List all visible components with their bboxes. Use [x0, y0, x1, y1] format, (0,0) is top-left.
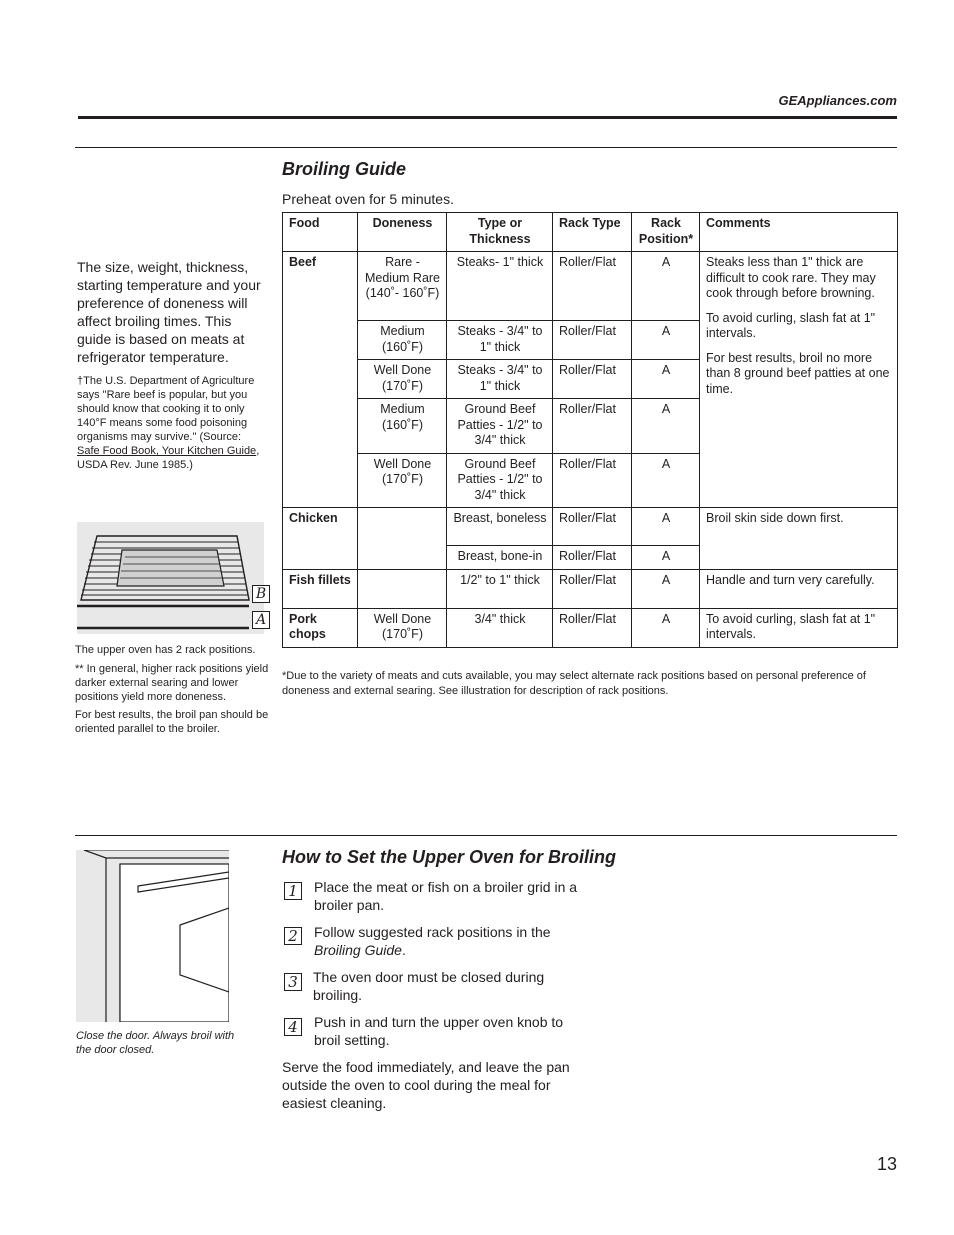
rack-position-cell: A: [632, 546, 700, 570]
table-row: [283, 608, 898, 647]
step-number: 2: [284, 927, 302, 945]
comment-cell: To avoid curling, slash fat at 1" intervals.: [700, 608, 898, 647]
page-number: 13: [876, 1154, 897, 1174]
section-rule-top: [75, 147, 897, 148]
rack-label-a: A: [252, 611, 270, 629]
comment-text: To avoid curling, slash fat at 1" intervals.: [706, 310, 876, 340]
rack-type-cell: Roller/Flat: [553, 252, 632, 321]
usda-note: [77, 374, 262, 472]
doneness-cell: Rare - Medium Rare (140˚- 160˚F): [358, 252, 447, 321]
type-cell: Steaks - 3/4" to 1" thick: [447, 360, 553, 399]
rack-position-cell: A: [632, 399, 700, 454]
usda-note-a: †The U.S. Department of Agriculture says "Rare beef is popular, but you should know that cooking it to only 140°F means some food poisoning organisms may survive." (Source:: [77, 375, 255, 443]
step-text: The oven door must be closed during broiling.: [313, 969, 545, 1003]
usda-note-b: , USDA Rev. June 1985.): [77, 445, 260, 471]
step-text: [314, 923, 584, 959]
col-food: Food: [283, 213, 358, 252]
table-header-row: [283, 213, 898, 252]
food-cell: Fish fillets: [283, 569, 358, 608]
rack-position-cell: A: [632, 569, 700, 608]
broiling-guide-title: Broiling Guide: [282, 159, 406, 179]
comment-cell: [700, 252, 898, 508]
rack-note-1: The upper oven has 2 rack positions.: [75, 644, 256, 656]
rack-position-cell: A: [632, 608, 700, 647]
doneness-cell: [358, 569, 447, 608]
doneness-cell: Medium (160˚F): [358, 321, 447, 360]
rack-type-cell: Roller/Flat: [553, 321, 632, 360]
type-cell: Ground Beef Patties - 1/2" to 3/4" thick: [447, 453, 553, 508]
col-rack-type: Rack Type: [553, 213, 632, 252]
rack-type-cell: Roller/Flat: [553, 569, 632, 608]
doneness-cell: [358, 508, 447, 570]
comment-text: Steaks less than 1" thick are difficult to cook rare. They may cook through before browning.: [706, 255, 876, 300]
doneness-cell: Medium (160˚F): [358, 399, 447, 454]
usda-link-text: Safe Food Book, Your Kitchen Guide: [77, 445, 257, 457]
rack-note-2: ** In general, higher rack positions yield darker external searing and lower positions yield more doneness.: [75, 663, 269, 703]
col-rack-position: Rack Position*: [632, 213, 700, 252]
type-cell: 3/4" thick: [447, 608, 553, 647]
type-cell: Breast, bone-in: [447, 546, 553, 570]
rack-position-cell: A: [632, 453, 700, 508]
preheat-note: Preheat oven for 5 minutes.: [282, 191, 454, 207]
rack-type-cell: Roller/Flat: [553, 360, 632, 399]
rack-drawing: [77, 522, 275, 634]
col-comments: Comments: [700, 213, 898, 252]
step-text: Push in and turn the upper oven knob to broil setting.: [314, 1014, 564, 1048]
step-text-part: Follow suggested rack positions in the: [314, 924, 551, 940]
broiling-guide-table: [282, 212, 898, 648]
section-rule-bottom: [75, 835, 897, 836]
col-type: Type or Thickness: [447, 213, 553, 252]
oven-drawing: [76, 850, 229, 1022]
doneness-cell: Well Done (170˚F): [358, 453, 447, 508]
doneness-cell: Well Done (170˚F): [358, 608, 447, 647]
step-number: 4: [284, 1018, 302, 1036]
rack-type-cell: Roller/Flat: [553, 546, 632, 570]
rack-type-cell: Roller/Flat: [553, 399, 632, 454]
food-cell: Pork chops: [283, 608, 358, 647]
rack-position-cell: A: [632, 360, 700, 399]
rack-label-b: B: [252, 585, 270, 603]
intro-text: The size, weight, thickness, starting temperature and your preference of doneness will affect broiling times. This guide is based on meats at refrigerator temperature.: [77, 259, 261, 365]
comment-cell: Handle and turn very carefully.: [700, 569, 898, 608]
food-cell: Beef: [283, 252, 358, 508]
rack-note-3: For best results, the broil pan should be oriented parallel to the broiler.: [75, 709, 269, 735]
rack-type-cell: Roller/Flat: [553, 608, 632, 647]
oven-door-illustration: [76, 850, 229, 1022]
comment-text: For best results, broil no more than 8 ground beef patties at one time.: [706, 350, 890, 396]
col-doneness: Doneness: [358, 213, 447, 252]
rack-illustration: [77, 522, 275, 634]
rack-type-cell: Roller/Flat: [553, 508, 632, 546]
type-cell: Steaks- 1" thick: [447, 252, 553, 321]
step-text: Place the meat or fish on a broiler grid in a broiler pan.: [314, 879, 578, 913]
table-row: [283, 508, 898, 546]
table-row: [283, 252, 898, 321]
table-footnote: *Due to the variety of meats and cuts available, you may select alternate rack positions based on personal preference of doneness and external searing. See illustration for description of rack positions.: [282, 670, 866, 697]
serve-note: Serve the food immediately, and leave the pan outside the oven to cool during the meal for easiest cleaning.: [282, 1059, 570, 1111]
type-cell: 1/2" to 1" thick: [447, 569, 553, 608]
rack-position-cell: A: [632, 321, 700, 360]
type-cell: Ground Beef Patties - 1/2" to 3/4" thick: [447, 399, 553, 454]
step-number: 3: [284, 973, 302, 991]
rack-position-cell: A: [632, 252, 700, 321]
type-cell: Breast, boneless: [447, 508, 553, 546]
rack-position-cell: A: [632, 508, 700, 546]
oven-caption: Close the door. Always broil with the door closed.: [76, 1030, 235, 1056]
site-url: GEAppliances.com: [778, 93, 897, 108]
type-cell: Steaks - 3/4" to 1" thick: [447, 321, 553, 360]
comment-cell: Broil skin side down first.: [700, 508, 898, 570]
upper-oven-title: How to Set the Upper Oven for Broiling: [282, 847, 617, 867]
food-cell: Chicken: [283, 508, 358, 570]
step-text-part: .: [401, 942, 406, 958]
table-row: [283, 569, 898, 608]
step-text-italic: Broiling Guide: [314, 942, 402, 958]
doneness-cell: Well Done (170˚F): [358, 360, 447, 399]
header-rule: [78, 116, 897, 119]
rack-type-cell: Roller/Flat: [553, 453, 632, 508]
step-number: 1: [284, 882, 302, 900]
